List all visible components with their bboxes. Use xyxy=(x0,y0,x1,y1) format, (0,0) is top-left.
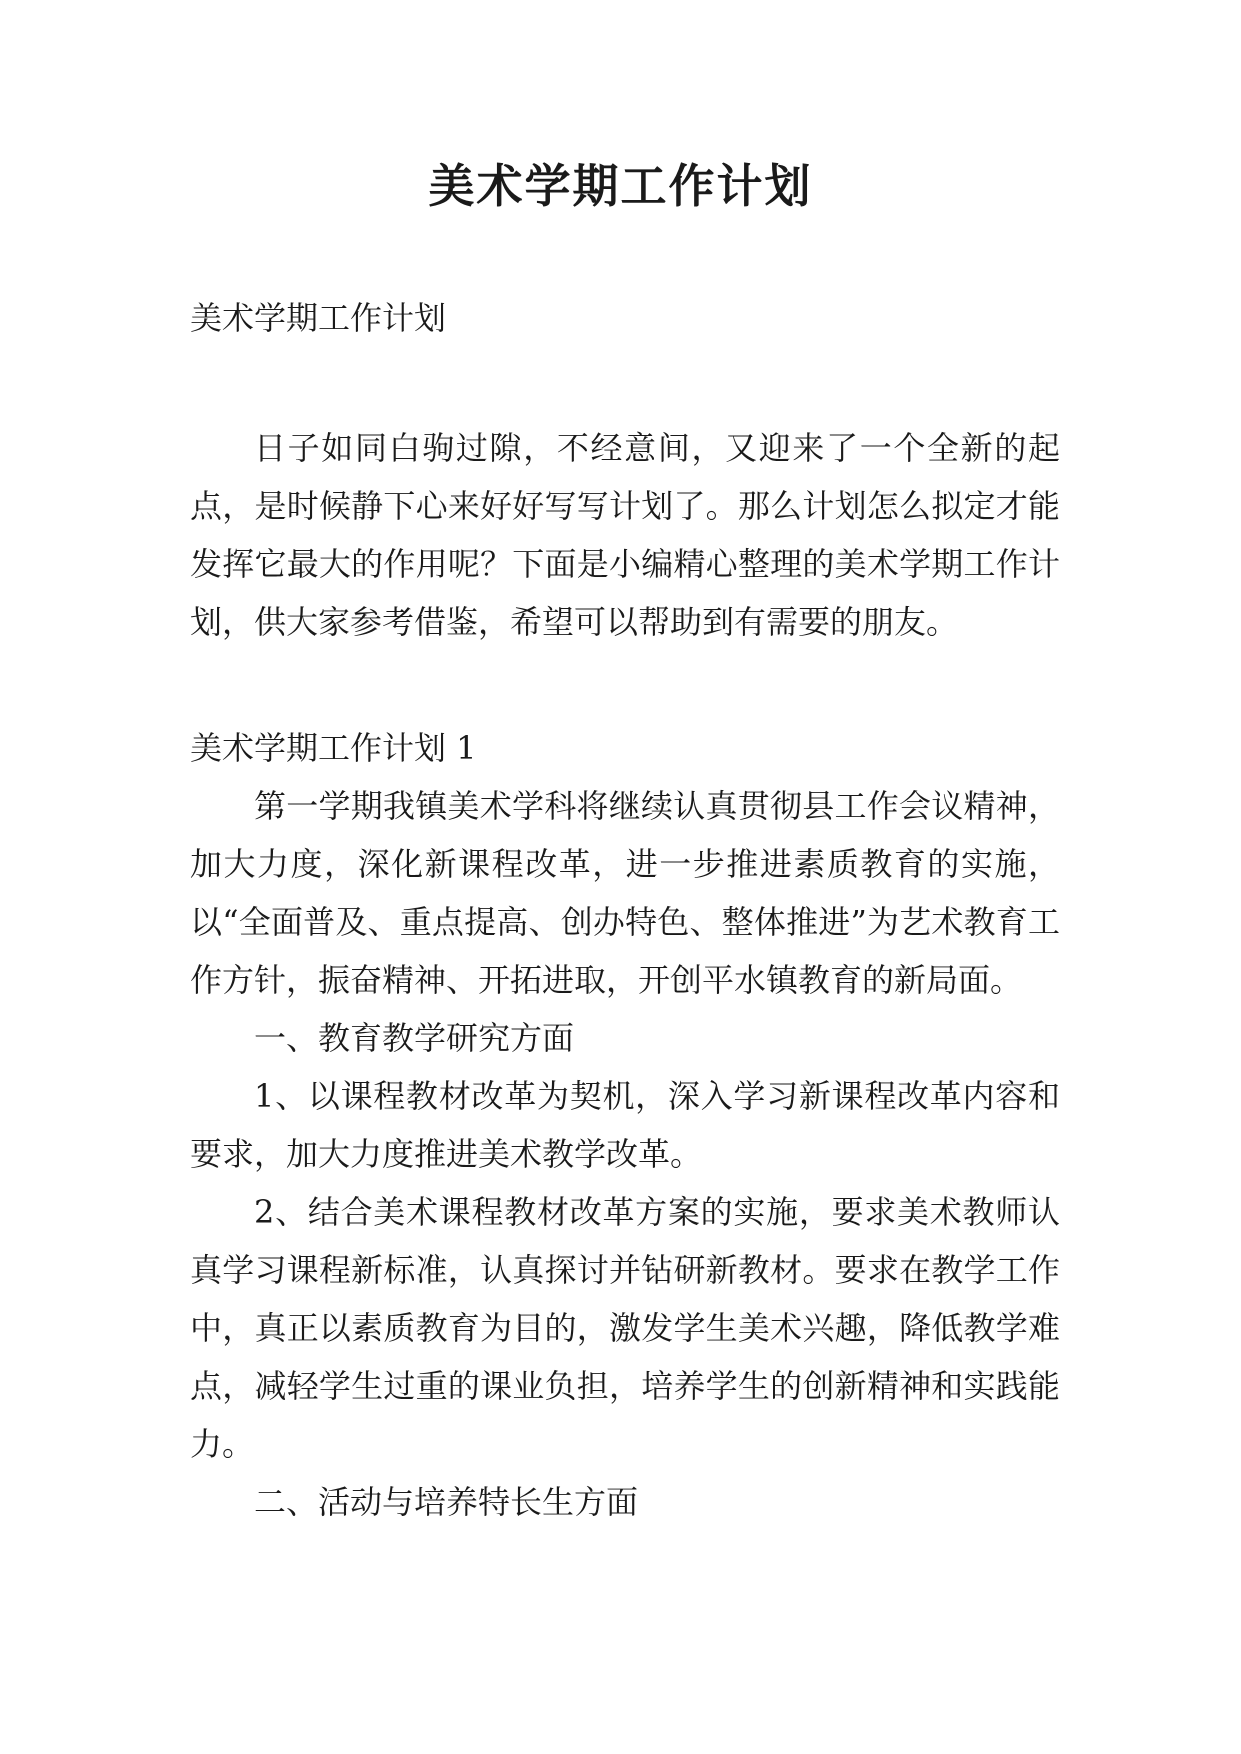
heading-one: 一、教育教学研究方面 xyxy=(254,1019,575,1057)
section-heading: 美术学期工作计划 1 xyxy=(190,729,477,767)
document-title: 美术学期工作计划 xyxy=(428,159,813,213)
section-paragraph: 第一学期我镇美术学科将继续认真贯彻县工作会议精神，加大力度，深化新课程改革，进一步推进素质教育的实施，以“全面普及、重点提高、创办特色、整体推进”为艺术教育工作方针，振奋精神、开拓进取，开创平水镇教育的新局面。 xyxy=(190,787,1060,999)
intro-paragraph: 日子如同白驹过隙，不经意间，又迎来了一个全新的起点，是时候静下心来好好写写计划了。那么计划怎么拟定才能发挥它最大的作用呢？下面是小编精心整理的美术学期工作计划，供大家参考借鉴，希望可以帮助到有需要的朋友。 xyxy=(190,429,1060,641)
document-subtitle: 美术学期工作计划 xyxy=(190,299,447,337)
document-body xyxy=(190,289,1060,1531)
list-item-2: 2、结合美术课程教材改革方案的实施，要求美术教师认真学习课程新标准，认真探讨并钻研新教材。要求在教学工作中，真正以素质教育为目的，激发学生美术兴趣，降低教学难点，减轻学生过重的课业负担，培养学生的创新精神和实践能力。 xyxy=(190,1193,1060,1463)
list-item-1: 1、以课程教材改革为契机，深入学习新课程改革内容和要求，加大力度推进美术教学改革。 xyxy=(190,1077,1060,1173)
heading-two: 二、活动与培养特长生方面 xyxy=(254,1483,639,1521)
